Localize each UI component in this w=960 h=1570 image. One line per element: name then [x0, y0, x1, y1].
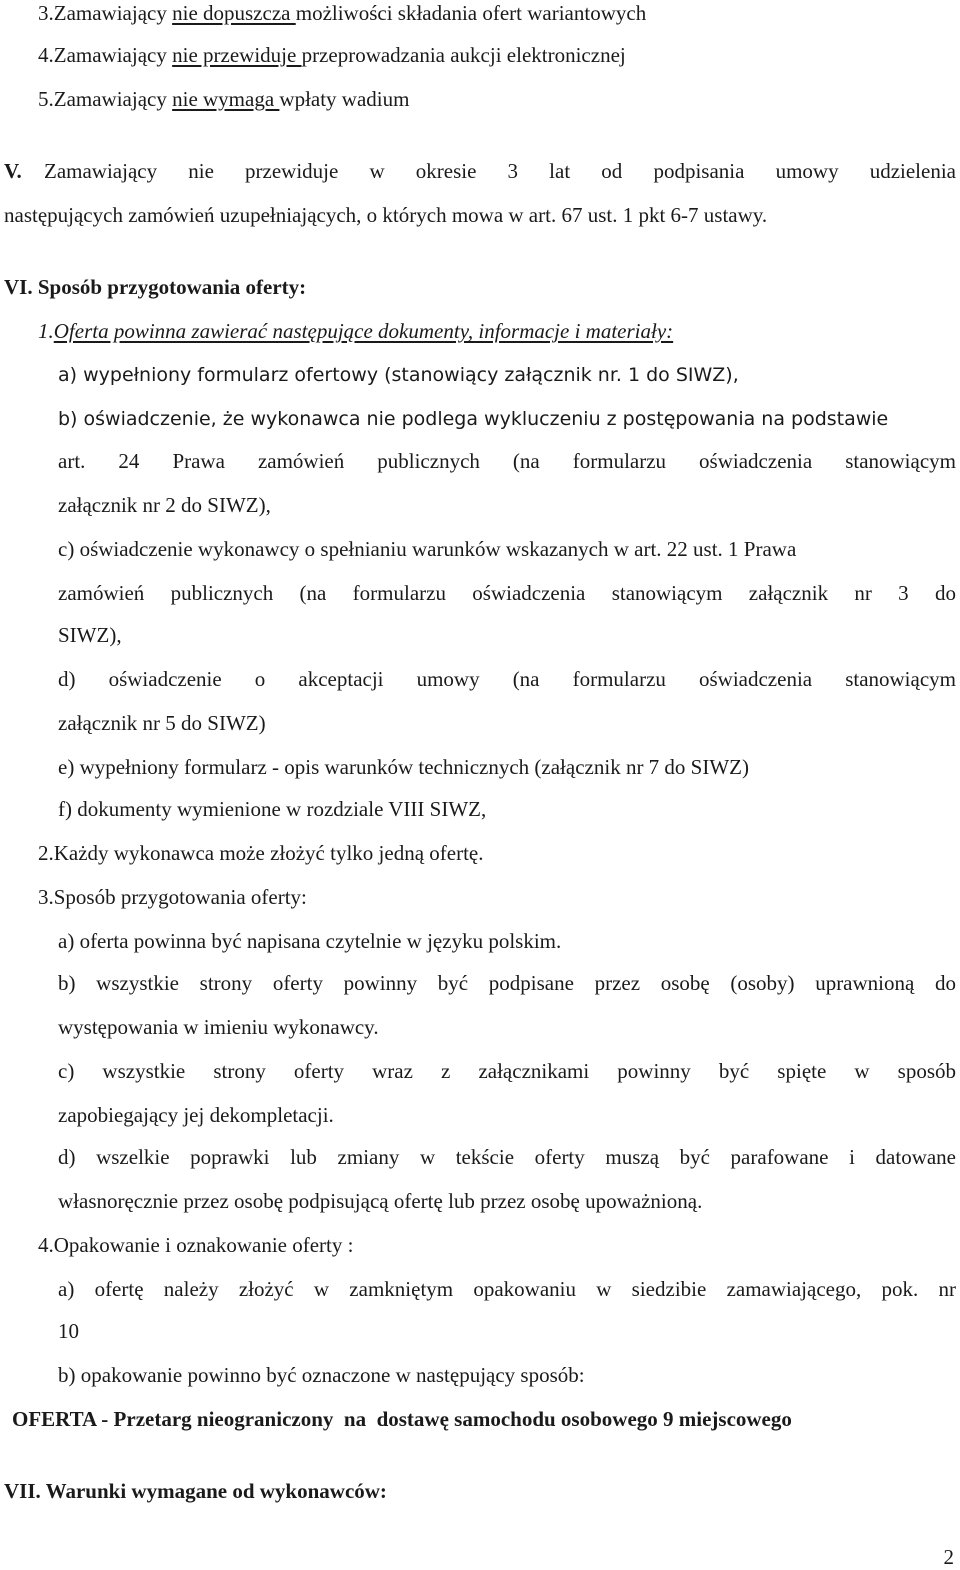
prep-item-d-line-2: własnoręcznie przez osobę podpisującą ofertę lub przez osobę upoważnioną.: [58, 1189, 703, 1213]
intro-item-text: przeprowadzania aukcji elektronicznej: [301, 43, 626, 67]
intro-item-text: Zamawiający: [53, 43, 173, 67]
intro-item-number: 4.: [38, 43, 54, 67]
intro-item-5: [38, 86, 960, 112]
section-vi-item-2: [38, 840, 960, 866]
item-2-text: Każdy wykonawca może złożyć tylko jedną ofertę.: [53, 841, 484, 865]
item-number: 4.: [38, 1233, 54, 1257]
item-number: 3.: [38, 885, 54, 909]
prep-item-b-line-1: b) wszystkie strony oferty powinny być podpisane przez osobę (osoby) uprawnioną do: [58, 971, 956, 995]
intro-item-text: Zamawiający: [53, 87, 173, 111]
doc-item-b-line-1: b) oświadczenie, że wykonawca nie podlega wykluczeniu z postępowania na podstawie: [58, 408, 889, 430]
intro-item-text: Zamawiający: [53, 1, 173, 25]
doc-item-e: e) wypełniony formularz - opis warunków technicznych (załącznik nr 7 do SIWZ): [58, 755, 750, 779]
intro-item-emphasis: nie dopuszcza: [172, 1, 296, 25]
item-number: 1.: [38, 319, 54, 343]
doc-item-b-line-3: załącznik nr 2 do SIWZ),: [58, 493, 271, 517]
section-vi-item-4: [38, 1232, 960, 1258]
section-v-line-1: Zamawiający nie przewiduje w okresie 3 lat od podpisania umowy udzielenia: [44, 159, 956, 183]
doc-item-c-line-2: zamówień publicznych (na formularzu oświadczenia stanowiącym załącznik nr 3 do: [58, 581, 956, 605]
prep-item-b-line-2: występowania w imieniu wykonawcy.: [58, 1015, 379, 1039]
offer-marking-text: OFERTA - Przetarg nieograniczony na dostawę samochodu osobowego 9 miejscowego: [12, 1407, 792, 1431]
section-v-number: V.: [4, 159, 22, 183]
prep-item-c-line-1: c) wszystkie strony oferty wraz z załącznikami powinny być spięte w sposób: [58, 1059, 956, 1083]
intro-item-emphasis: nie wymaga: [172, 87, 280, 111]
doc-item-b-line-2: art. 24 Prawa zamówień publicznych (na formularzu oświadczenia stanowiącym: [58, 449, 956, 473]
pack-item-b: b) opakowanie powinno być oznaczone w następujący sposób:: [58, 1363, 585, 1387]
pack-item-a-line-1: a) ofertę należy złożyć w zamkniętym opakowaniu w siedzibie zamawiającego, pok. nr: [58, 1277, 956, 1301]
page-number: 2: [943, 1545, 954, 1569]
doc-item-d-line-2: załącznik nr 5 do SIWZ): [58, 711, 266, 735]
item-3-text: Sposób przygotowania oferty:: [53, 885, 307, 909]
intro-item-number: 5.: [38, 87, 54, 111]
intro-item-number: 3.: [38, 1, 54, 25]
intro-item-4: [38, 42, 960, 68]
intro-item-3: [38, 0, 960, 26]
prep-item-c-line-2: zapobiegający jej dekompletacji.: [58, 1103, 334, 1127]
intro-item-text: wpłaty wadium: [279, 87, 410, 111]
doc-item-a: a) wypełniony formularz ofertowy (stanowiący załącznik nr. 1 do SIWZ),: [58, 364, 739, 386]
item-1-title: Oferta powinna zawierać następujące dokumenty, informacje i materiały:: [53, 319, 674, 343]
section-vi-item-1: [38, 318, 960, 344]
pack-item-a-line-2: 10: [58, 1319, 79, 1343]
section-v-line-2: następujących zamówień uzupełniających, o których mowa w art. 67 ust. 1 pkt 6-7 ustawy.: [4, 203, 768, 227]
prep-item-d-line-1: d) wszelkie poprawki lub zmiany w tekście oferty muszą być parafowane i datowane: [58, 1145, 956, 1169]
doc-item-c-line-3: SIWZ),: [58, 623, 122, 647]
prep-item-a: a) oferta powinna być napisana czytelnie w języku polskim.: [58, 929, 562, 953]
section-vi-heading: VI. Sposób przygotowania oferty:: [4, 275, 307, 299]
item-4-text: Opakowanie i oznakowanie oferty :: [53, 1233, 354, 1257]
doc-item-f: f) dokumenty wymienione w rozdziale VIII SIWZ,: [58, 797, 487, 821]
doc-item-d-line-1: d) oświadczenie o akceptacji umowy (na formularzu oświadczenia stanowiącym: [58, 667, 956, 691]
doc-item-c-line-1: c) oświadczenie wykonawcy o spełnianiu warunków wskazanych w art. 22 ust. 1 Prawa: [58, 537, 797, 561]
intro-item-emphasis: nie przewiduje: [172, 43, 302, 67]
item-number: 2.: [38, 841, 54, 865]
intro-item-text: możliwości składania ofert wariantowych: [295, 1, 647, 25]
section-vii-heading: VII. Warunki wymagane od wykonawców:: [4, 1479, 387, 1503]
section-vi-item-3: [38, 884, 960, 910]
